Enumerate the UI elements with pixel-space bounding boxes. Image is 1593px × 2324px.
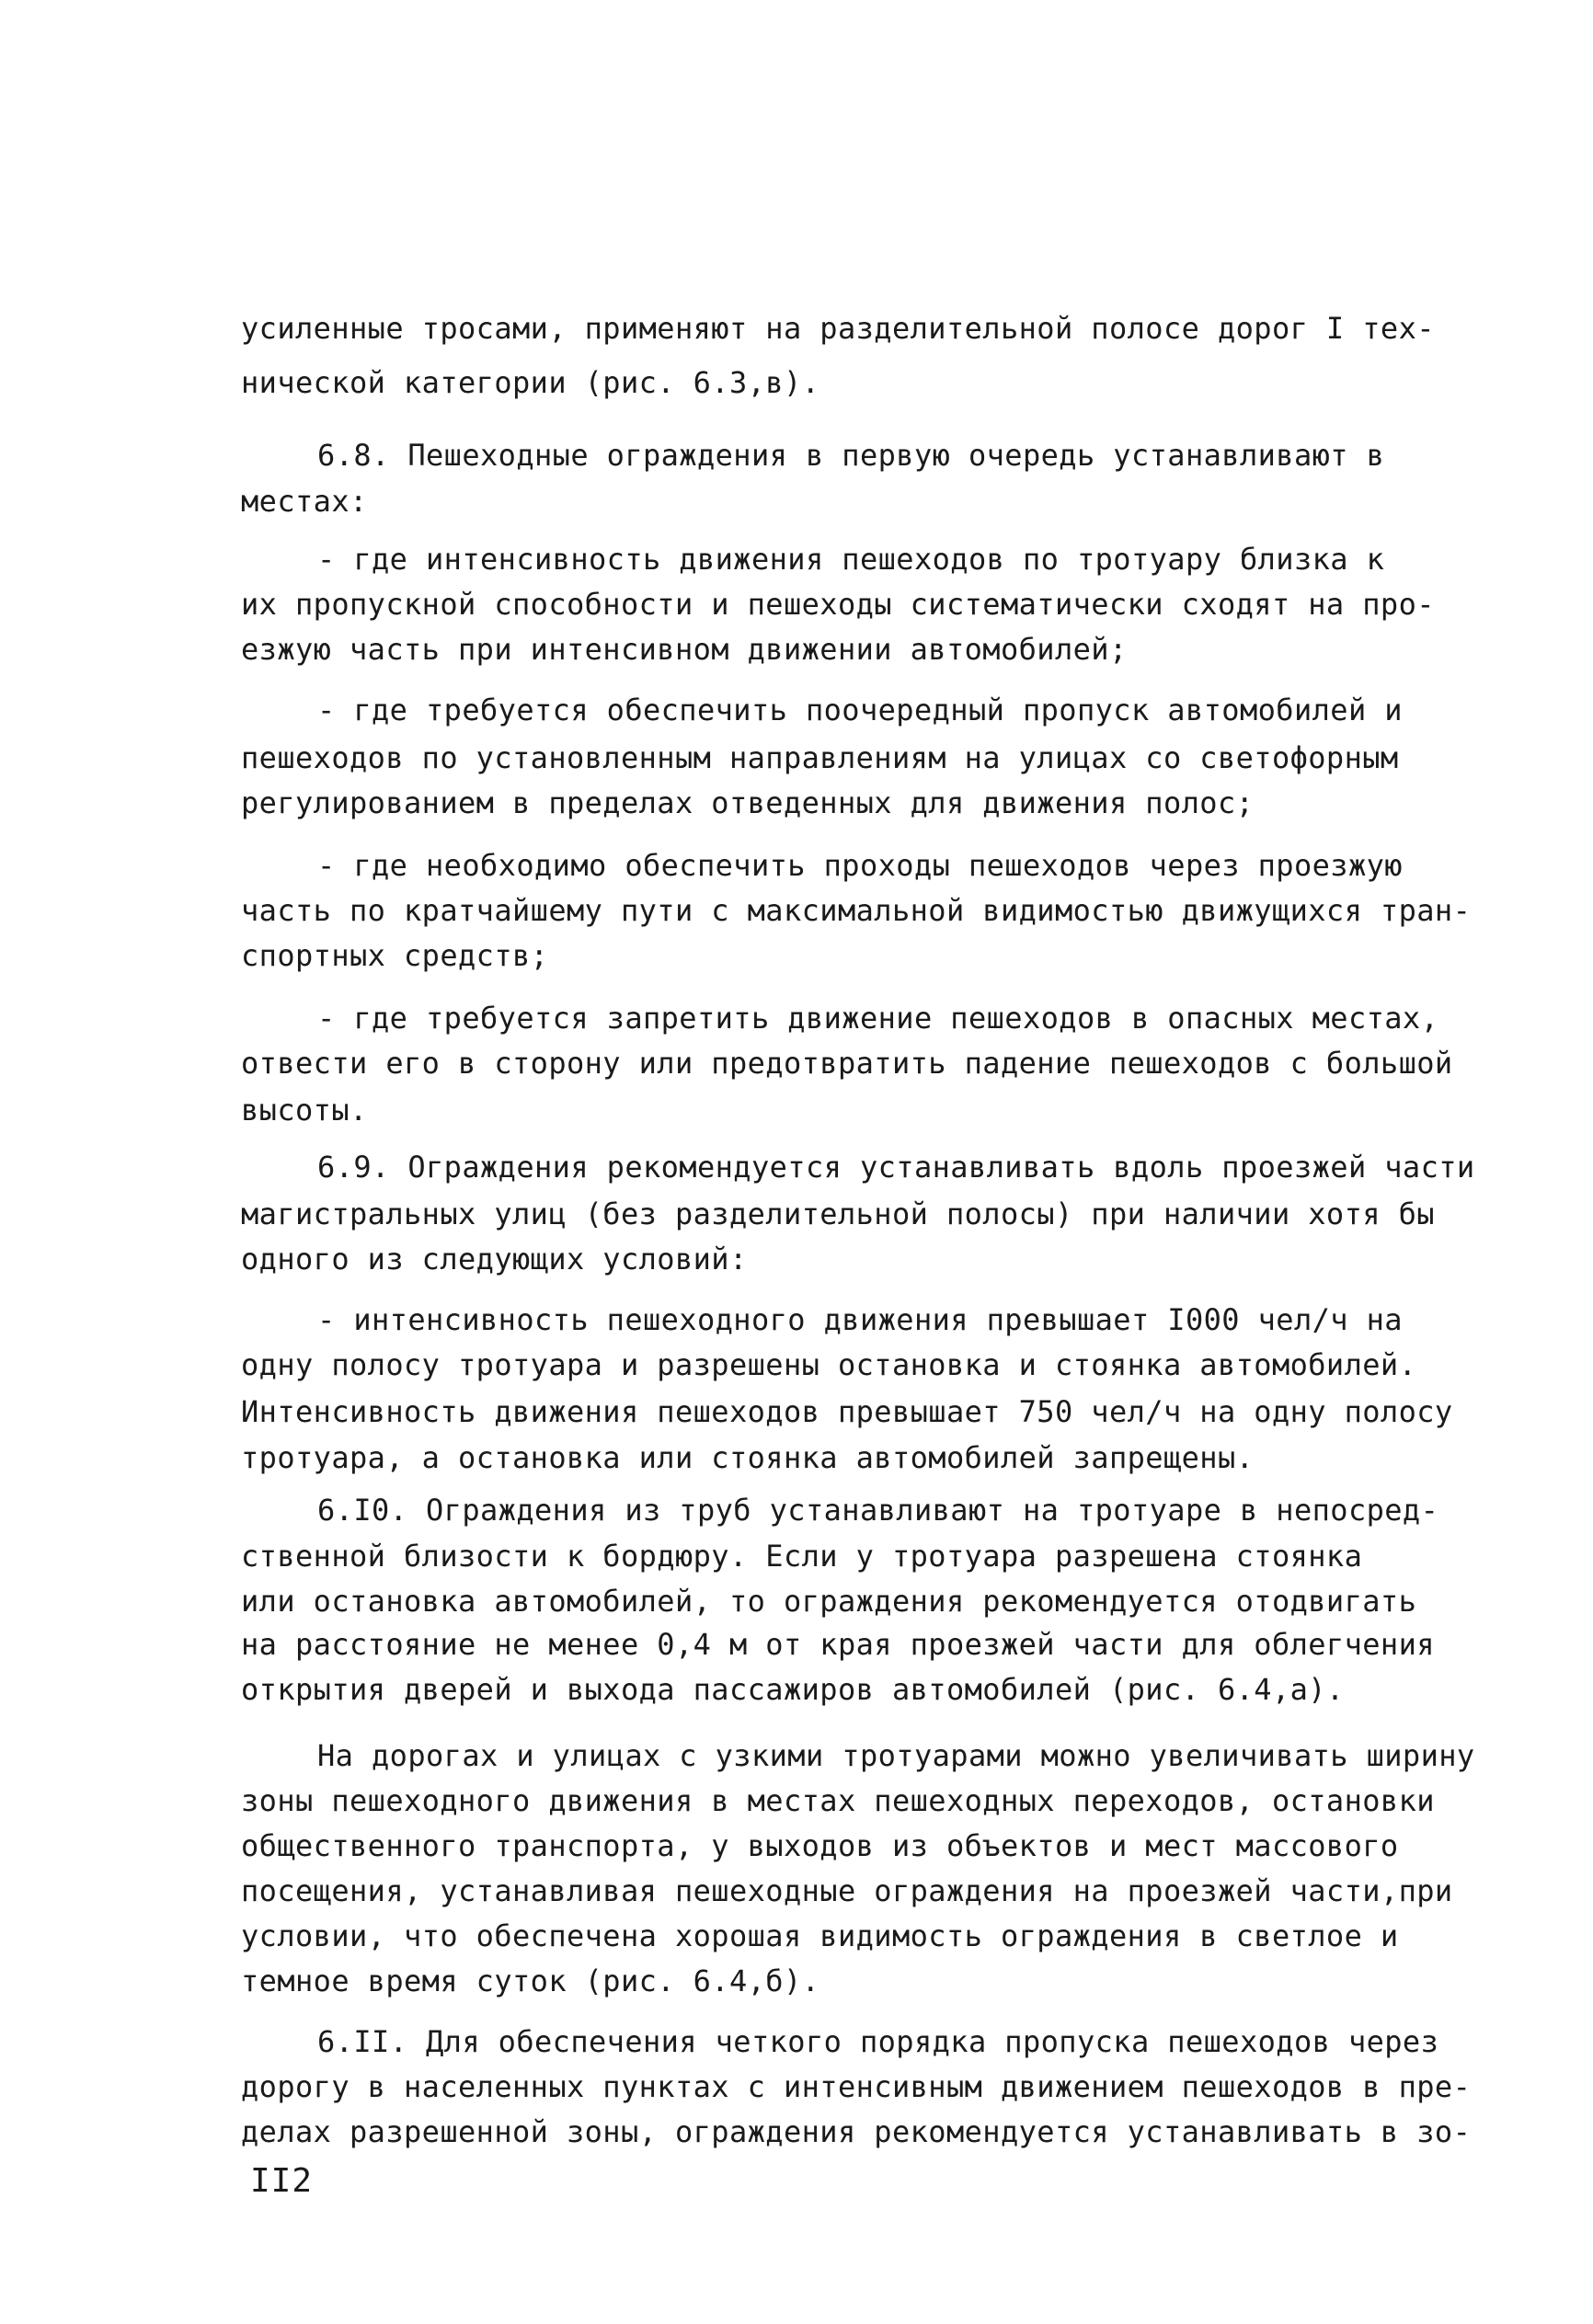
text-line: дорогу в населенных пунктах с интенсивным движением пешеходов в пре-	[241, 2069, 1472, 2104]
page-number: II2	[250, 2162, 314, 2200]
paragraph-6-11-start: 6.II. Для обеспечения четкого порядка пропуска пешеходов через	[317, 2024, 1439, 2059]
text-line: зоны пешеходного движения в местах пешеходных переходов, остановки	[241, 1783, 1435, 1818]
text-line: открытия дверей и выхода пассажиров автомобилей (рис. 6.4,а).	[241, 1672, 1345, 1707]
text-line: магистральных улиц (без разделительной полосы) при наличии хотя бы	[241, 1196, 1435, 1231]
text-line: или остановка автомобилей, то ограждения рекомендуется отодвигать	[241, 1584, 1417, 1619]
text-line: отвести его в сторону или предотвратить падение пешеходов с большой	[241, 1046, 1453, 1081]
text-line: регулированием в пределах отведенных для движения полос;	[241, 785, 1255, 820]
list-item-start: - где необходимо обеспечить проходы пешеходов через проезжую	[317, 848, 1403, 883]
text-line: тротуара, а остановка или стоянка автомобилей запрещены.	[241, 1440, 1255, 1475]
text-line: усиленные тросами, применяют на разделительной полосе дорог I тех-	[241, 311, 1435, 346]
text-line: на расстояние не менее 0,4 м от края проезжей части для облегчения	[241, 1627, 1435, 1662]
text-line: темное время суток (рис. 6.4,б).	[241, 1963, 820, 1998]
paragraph-6-10-start: 6.I0. Ограждения из труб устанавливают на тротуаре в непосред-	[317, 1493, 1439, 1528]
text-line: пешеходов по установленным направлениям на улицах со светофорным	[241, 740, 1399, 775]
text-line: их пропускной способности и пешеходы систематически сходят на про-	[241, 587, 1435, 622]
list-item-start: - где требуется обеспечить поочередный пропуск автомобилей и	[317, 693, 1403, 727]
text-line: одну полосу тротуара и разрешены остановка и стоянка автомобилей.	[241, 1347, 1417, 1382]
text-line: часть по кратчайшему пути с максимальной видимостью движущихся тран-	[241, 893, 1472, 928]
list-item-start: - где требуется запретить движение пешеходов в опасных местах,	[317, 1001, 1439, 1036]
text-line: ственной близости к бордюру. Если у тротуара разрешена стоянка	[241, 1539, 1363, 1574]
text-line: местах:	[241, 484, 368, 519]
text-line: делах разрешенной зоны, ограждения рекомендуется устанавливать в зо-	[241, 2114, 1472, 2149]
text-line: посещения, устанавливая пешеходные ограждения на проезжей части,при	[241, 1873, 1453, 1908]
paragraph-6-8-start: 6.8. Пешеходные ограждения в первую очередь устанавливают в	[317, 438, 1385, 473]
text-line: условии, что обеспечена хорошая видимость ограждения в светлое и	[241, 1918, 1399, 1953]
list-item-start: - где интенсивность движения пешеходов по тротуару близка к	[317, 542, 1385, 577]
list-item-start: - интенсивность пешеходного движения превышает I000 чел/ч на	[317, 1302, 1403, 1337]
text-line: общественного транспорта, у выходов из объектов и мест массового	[241, 1828, 1399, 1863]
text-line: спортных средств;	[241, 938, 549, 973]
text-line: высоты.	[241, 1093, 368, 1128]
paragraph-start: На дорогах и улицах с узкими тротуарами можно увеличивать ширину	[317, 1738, 1475, 1773]
text-line: нической категории (рис. 6.3,в).	[241, 365, 820, 400]
text-line: одного из следующих условий:	[241, 1242, 748, 1276]
text-line: езжую часть при интенсивном движении автомобилей;	[241, 632, 1128, 667]
paragraph-6-9-start: 6.9. Ограждения рекомендуется устанавливать вдоль проезжей части	[317, 1150, 1475, 1185]
text-line: Интенсивность движения пешеходов превышает 750 чел/ч на одну полосу	[241, 1394, 1453, 1429]
